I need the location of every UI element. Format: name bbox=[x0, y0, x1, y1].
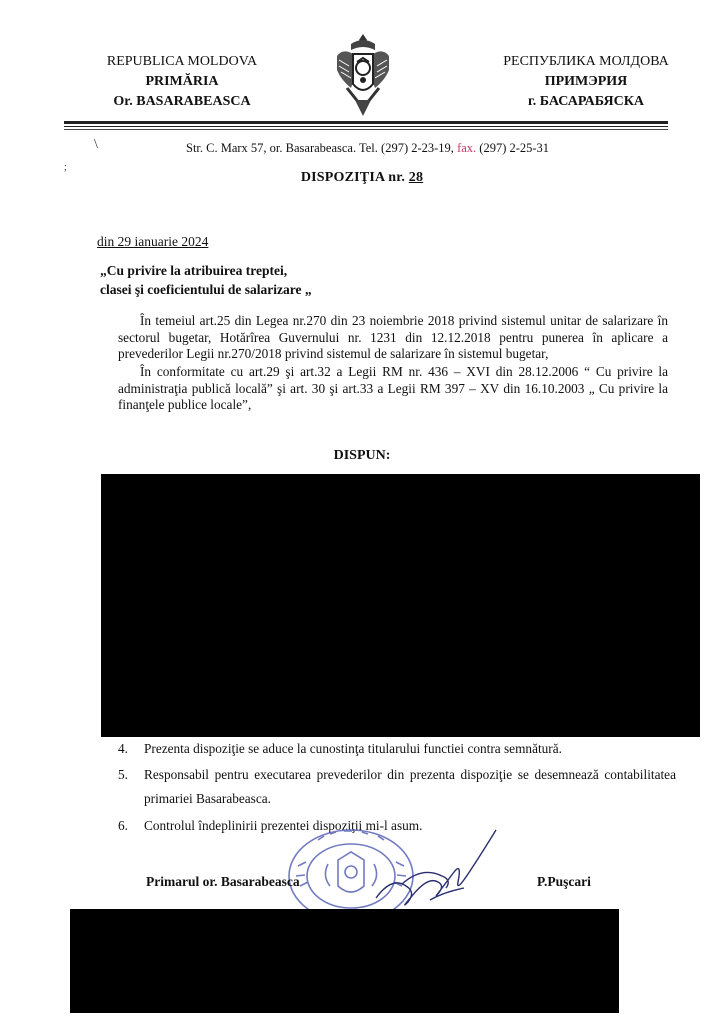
document-subject bbox=[100, 261, 312, 299]
legal-basis-paragraph-1 bbox=[118, 313, 668, 363]
list-item bbox=[118, 737, 676, 761]
header-divider-thick bbox=[64, 121, 668, 124]
document-title bbox=[0, 170, 724, 186]
handwritten-signature-icon bbox=[372, 826, 502, 916]
scan-mark: ; bbox=[64, 162, 67, 173]
dispun-heading: DISPUN: bbox=[333, 448, 391, 463]
country-name-ru: РЕСПУБЛИКА МОЛДОВА bbox=[503, 54, 669, 69]
item-text: Prezenta dispoziţie se aduce la cunostinţa titularului functiei contra semnătură. bbox=[144, 741, 562, 756]
redacted-block bbox=[70, 909, 619, 1013]
header-divider-thin bbox=[64, 126, 668, 127]
country-name-ro: REPUBLICA MOLDOVA bbox=[106, 54, 258, 69]
city-name-ro: Or. BASARABEASCA bbox=[113, 94, 251, 109]
paragraph-text: În temeiul art.25 din Legea nr.270 din 23 noiembrie 2018 privind sistemul unitar de salarizare în sectorul bugetar, Hotărîrea Guvernului nr. 1231 din 12.12.2018 pentru punerea în aplicare a prevederilor Legii nr.270/2018 privind sistemul de salarizare în sistemul bugetar, bbox=[118, 313, 668, 361]
header-left bbox=[82, 52, 282, 112]
list-item bbox=[118, 763, 676, 811]
signatory-title: Primarul or. Basarabeasca bbox=[146, 874, 300, 889]
coat-of-arms-icon bbox=[333, 30, 393, 120]
subject-line-2: clasei şi coeficientului de salarizare „ bbox=[100, 282, 312, 297]
header-divider-thin-2 bbox=[64, 129, 668, 130]
legal-basis-paragraph-2 bbox=[118, 364, 668, 414]
item-number: 4. bbox=[118, 741, 128, 756]
document-number: 28 bbox=[408, 170, 424, 185]
address-line bbox=[186, 141, 549, 156]
title-prefix: DISPOZIŢIA nr. bbox=[300, 170, 409, 185]
scan-mark: \ bbox=[94, 137, 98, 152]
redacted-block bbox=[101, 474, 700, 737]
institution-name-ru: ПРИМЭРИЯ bbox=[544, 74, 628, 89]
address-text: Str. C. Marx 57, or. Basarabeasca. Tel. (297) 2-23-19, bbox=[186, 141, 458, 155]
fax-label: fax. bbox=[457, 141, 477, 155]
institution-name-ro: PRIMĂRIA bbox=[145, 74, 219, 89]
header-right bbox=[476, 52, 696, 112]
item-number: 6. bbox=[118, 818, 128, 833]
paragraph-text: În conformitate cu art.29 şi art.32 a Legii RM nr. 436 – XVI din 28.12.2006 “ Cu privire la administraţia publică locală” şi art. 30 şi art.33 a Legii RM 397 – XV din 16.10.2003 „ Cu privire la finanţele publice locale”, bbox=[118, 364, 668, 412]
document-date: din 29 ianuarie 2024 bbox=[97, 234, 209, 249]
item-text: Controlul îndeplinirii prezentei dispoziţii mi-l asum. bbox=[144, 818, 423, 833]
subject-line-1: „Cu privire la atribuirea treptei, bbox=[100, 263, 288, 278]
signatory-name: P.Puşcari bbox=[537, 874, 591, 889]
item-text: Responsabil pentru executarea prevederilor din prezenta dispoziţie se desemnează contabilitatea primariei Basarabeasca. bbox=[144, 767, 676, 806]
item-number: 5. bbox=[118, 767, 128, 782]
fax-number: (297) 2-25-31 bbox=[476, 141, 550, 155]
city-name-ru: г. БАСАРАБЯСКА bbox=[528, 94, 644, 109]
